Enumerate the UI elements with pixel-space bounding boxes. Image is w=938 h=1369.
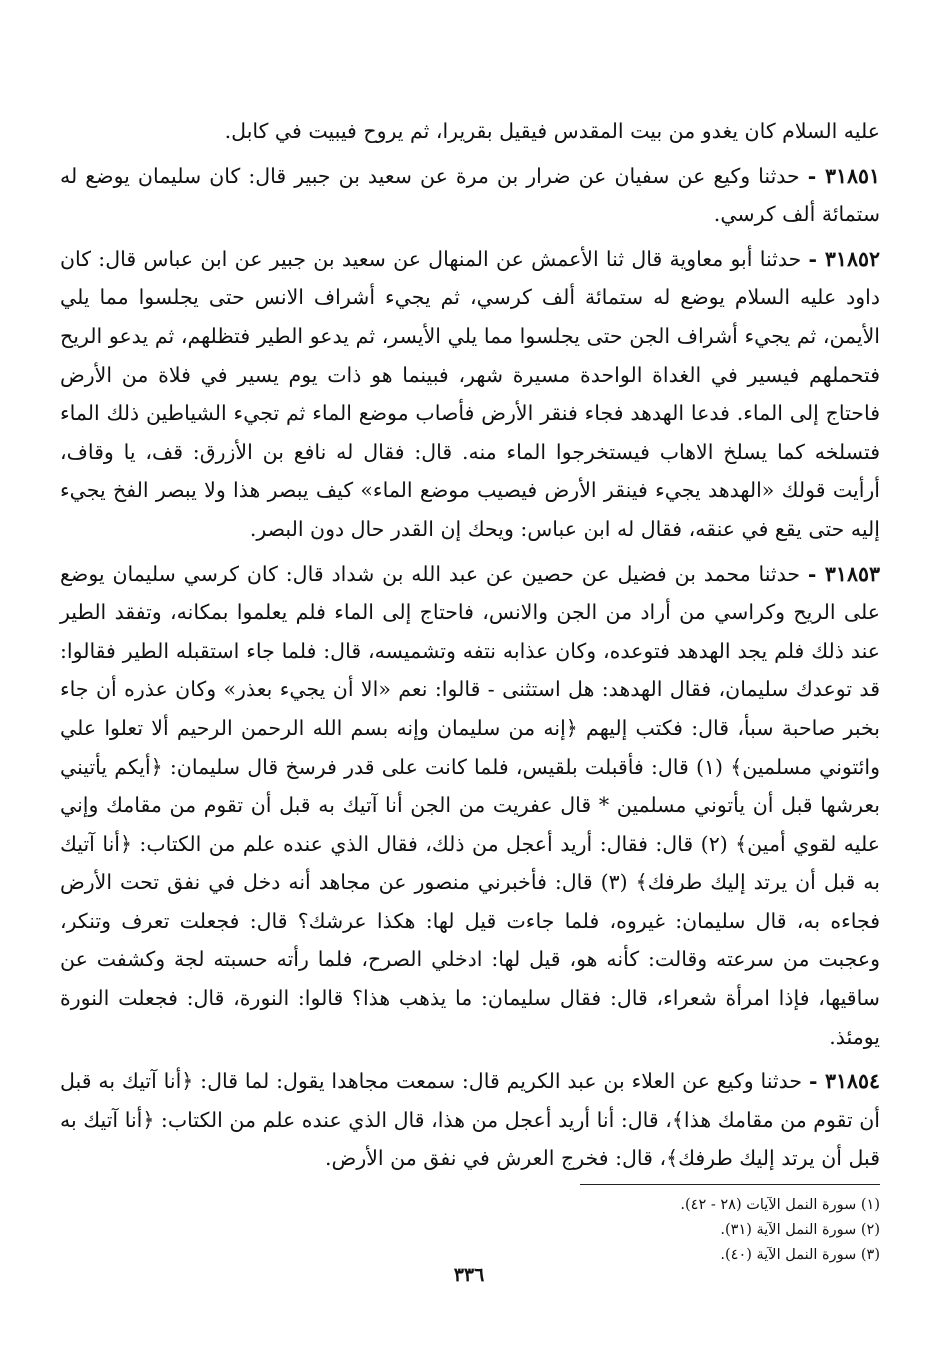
paragraph-text: عليه السلام كان يغدو من بيت المقدس فيقيل بقريرا، ثم يروح فيبيت في كابل. xyxy=(224,119,880,143)
hadith-text: حدثنا وكيع عن العلاء بن عبد الكريم قال: سمعت مجاهدا يقول: لما قال: ﴿أنا آتيك به قبل أن تقوم من مقامك هذا﴾، قال: أنا أريد أعجل من هذا، قال الذي عنده علم من الكتاب: ﴿أنا آتيك به قبل أن يرتد إليك طرفك﴾، قال: فخرج العرش في نفق من الأرض. xyxy=(60,1069,880,1171)
hadith-number: ٣١٨٥٢ - xyxy=(808,246,880,271)
footnote-3: (٣) سورة النمل الآية (٤٠). xyxy=(720,1247,880,1264)
hadith-number: ٣١٨٥١ - xyxy=(807,163,880,188)
hadith-31853 xyxy=(60,555,880,1057)
hadith-text: حدثنا محمد بن فضيل عن حصين عن عبد الله بن شداد قال: كان كرسي سليمان يوضع على الريح وكراسي من أراد من الجن والانس، فاحتاج إلى الماء فلم يعلموا بمكانه، وتفقد الطير عند ذلك فلم يجد الهدهد فتوعده، وكان عذابه نتفه وتشميسه، قال: فلما جاء استقبله الطير فقالوا: قد توعدك سليمان، فقال الهدهد: هل استثنى - قالوا: نعم «الا أن يجيء بعذر» وكان عذره أن جاء بخبر صاحبة سبأ، قال: فكتب إليهم ﴿إنه من سليمان وإنه بسم الله الرحمن الرحيم ألا تعلوا علي وائتوني مسلمين﴾ (١) قال: فأقبلت بلقيس، فلما كانت على قدر فرسخ قال سليمان: ﴿أيكم يأتيني بعرشها قبل أن يأتوني مسلمين * قال عفريت من الجن أنا آتيك به قبل أن تقوم من مقامك وإني عليه لقوي أمين﴾ (٢) قال: فقال: أريد أعجل من ذلك، فقال الذي عنده علم من الكتاب: ﴿أنا آتيك به قبل أن يرتد إليك طرفك﴾ (٣) قال: فأخبرني منصور عن مجاهد أنه دخل في نفق تحت الأرض فجاءه به، قال سليمان: غيروه، فلما جاءت قيل لها: هكذا عرشك؟ قال: فجعلت تعرف وتنكر، وعجبت من سرعته وقالت: كأنه هو، قيل لها: ادخلي الصرح، فلما رأته حسبته لجة وكشفت عن ساقيها، فإذا امرأة شعراء، قال: فقال سليمان: ما يذهب هذا؟ قالوا: النورة، قال: فجعلت النورة يومئذ. xyxy=(60,561,881,1049)
footnote-divider xyxy=(580,1184,880,1185)
page-body xyxy=(60,112,880,1312)
page-number: ٣٣٦ xyxy=(453,1264,485,1286)
footnotes xyxy=(60,1193,880,1268)
hadith-31854 xyxy=(60,1062,880,1178)
footnote-1: (١) سورة النمل الآيات (٢٨ - ٤٢). xyxy=(680,1197,880,1214)
footnote-2: (٢) سورة النمل الآية (٣١). xyxy=(720,1222,880,1239)
hadith-text: حدثنا وكيع عن سفيان عن ضرار بن مرة عن سعيد بن جبير قال: كان سليمان يوضع له ستمائة ألف كرسي. xyxy=(60,163,880,227)
hadith-number: ٣١٨٥٤ - xyxy=(808,1069,880,1094)
hadith-text: حدثنا أبو معاوية قال ثنا الأعمش عن المنهال عن سعيد بن جبير عن ابن عباس قال: كان داود عليه السلام يوضع له ستمائة ألف كرسي، ثم يجيء أشراف الانس حتى يجلسوا مما يلي الأيمن، ثم يجيء أشراف الجن حتى يجلسوا مما يلي الأيسر، ثم يدعو الطير فتظلهم، ثم يدعو الريح فتحملهم فيسير في الغداة الواحدة مسيرة شهر، فبينما هو ذات يوم يسير في فلاة من الأرض فاحتاج إلى الماء. فدعا الهدهد فجاء فنقر الأرض فأصاب موضع الماء ثم تجيء الشياطين ذلك الماء فتسلخه كما يسلخ الاهاب فيستخرجوا الماء منه. قال: فقال له نافع بن الأزرق: قف، يا وقاف، أرأيت قولك «الهدهد يجيء فينقر الأرض فيصيب موضع الماء» كيف يبصر هذا ولا يبصر الفخ يجيء إليه حتى يقع في عنقه، فقال له ابن عباس: ويحك إن القدر حال دون البصر. xyxy=(60,246,880,541)
paragraph-continuation xyxy=(60,112,880,151)
hadith-number: ٣١٨٥٣ - xyxy=(807,561,880,586)
hadith-31851 xyxy=(60,157,880,234)
hadith-31852 xyxy=(60,240,880,549)
